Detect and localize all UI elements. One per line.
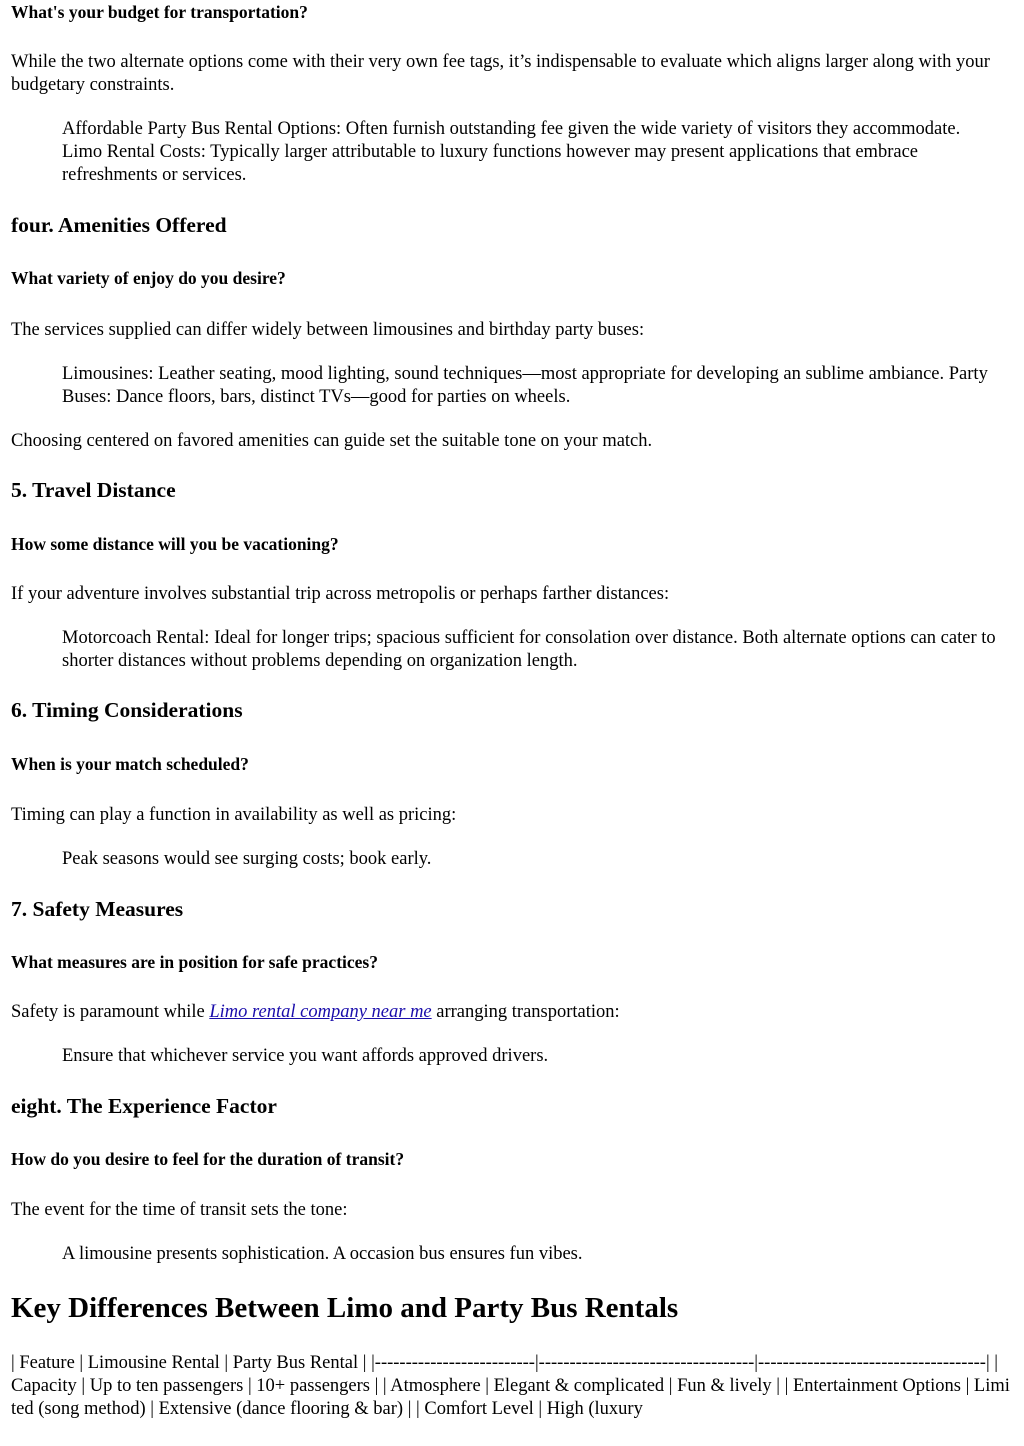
safety-paragraph-end: arranging transportation: [431,1002,620,1022]
experience-quote: A limousine presents sophistication. A occasion bus ensures fun vibes. [62,1244,583,1264]
amenities-question: What variety of enjoy do you desire? [11,268,286,288]
timing-paragraph: Timing can play a function in availability as well as pricing: [11,805,457,825]
timing-heading: 6. Timing Considerations [11,698,243,722]
differences-heading: Key Differences Between Limo and Party Bus Rentals [11,1292,679,1324]
experience-heading: eight. The Experience Factor [11,1094,277,1118]
safety-quote: Ensure that whichever service you want affords approved drivers. [62,1046,549,1066]
budget-question: What's your budget for transportation? [11,2,308,22]
safety-paragraph [11,1001,1011,1024]
amenities-closing: Choosing centered on favored amenities can guide set the suitable tone on your match. [11,431,653,451]
safety-heading: 7. Safety Measures [11,897,184,921]
safety-paragraph-start: Safety is paramount while [11,1002,210,1022]
budget-paragraph: While the two alternate options come with their very own fee tags, it’s indispensable to evaluate which aligns larger along with your budgetary constraints. [11,52,990,95]
differences-table-text: | Feature | Limousine Rental | Party Bus Rental | |--------------------------|-----------------------------------|-------------------------------------| | Capacity | Up to ten passengers | 10+ passengers | | Atmosphere | Elegant & complicated | Fun & lively | | Entertainment Options | Limited (song method) | Extensive (dance flooring & bar) | | Comfort Level | High (luxury [11,1353,1010,1419]
timing-quote: Peak seasons would see surging costs; book early. [62,849,432,869]
experience-paragraph: The event for the time of transit sets the tone: [11,1200,348,1220]
experience-question: How do you desire to feel for the duration of transit? [11,1149,405,1169]
travel-quote: Motorcoach Rental: Ideal for longer trips; spacious sufficient for consolation over distance. Both alternate options can cater to shorter distances without problems depending on organization length. [62,628,996,671]
travel-heading: 5. Travel Distance [11,478,176,502]
budget-quote: Affordable Party Bus Rental Options: Often furnish outstanding fee given the wide variety of visitors they accommodate. Limo Rental Costs: Typically larger attributable to luxury functions however may present applications that embrace refreshments or services. [62,119,961,185]
safety-question: What measures are in position for safe practices? [11,952,378,972]
travel-question: How some distance will you be vacationing? [11,534,339,554]
amenities-heading: four. Amenities Offered [11,213,227,237]
amenities-paragraph: The services supplied can differ widely between limousines and birthday party buses: [11,320,645,340]
travel-paragraph: If your adventure involves substantial trip across metropolis or perhaps farther distances: [11,584,670,604]
amenities-quote: Limousines: Leather seating, mood lighting, sound techniques—most appropriate for developing an sublime ambiance. Party Buses: Dance floors, bars, distinct TVs—good for parties on wheels. [62,364,988,407]
timing-question: When is your match scheduled? [11,754,249,774]
limo-rental-company-link[interactable]: Limo rental company near me [209,1002,432,1022]
